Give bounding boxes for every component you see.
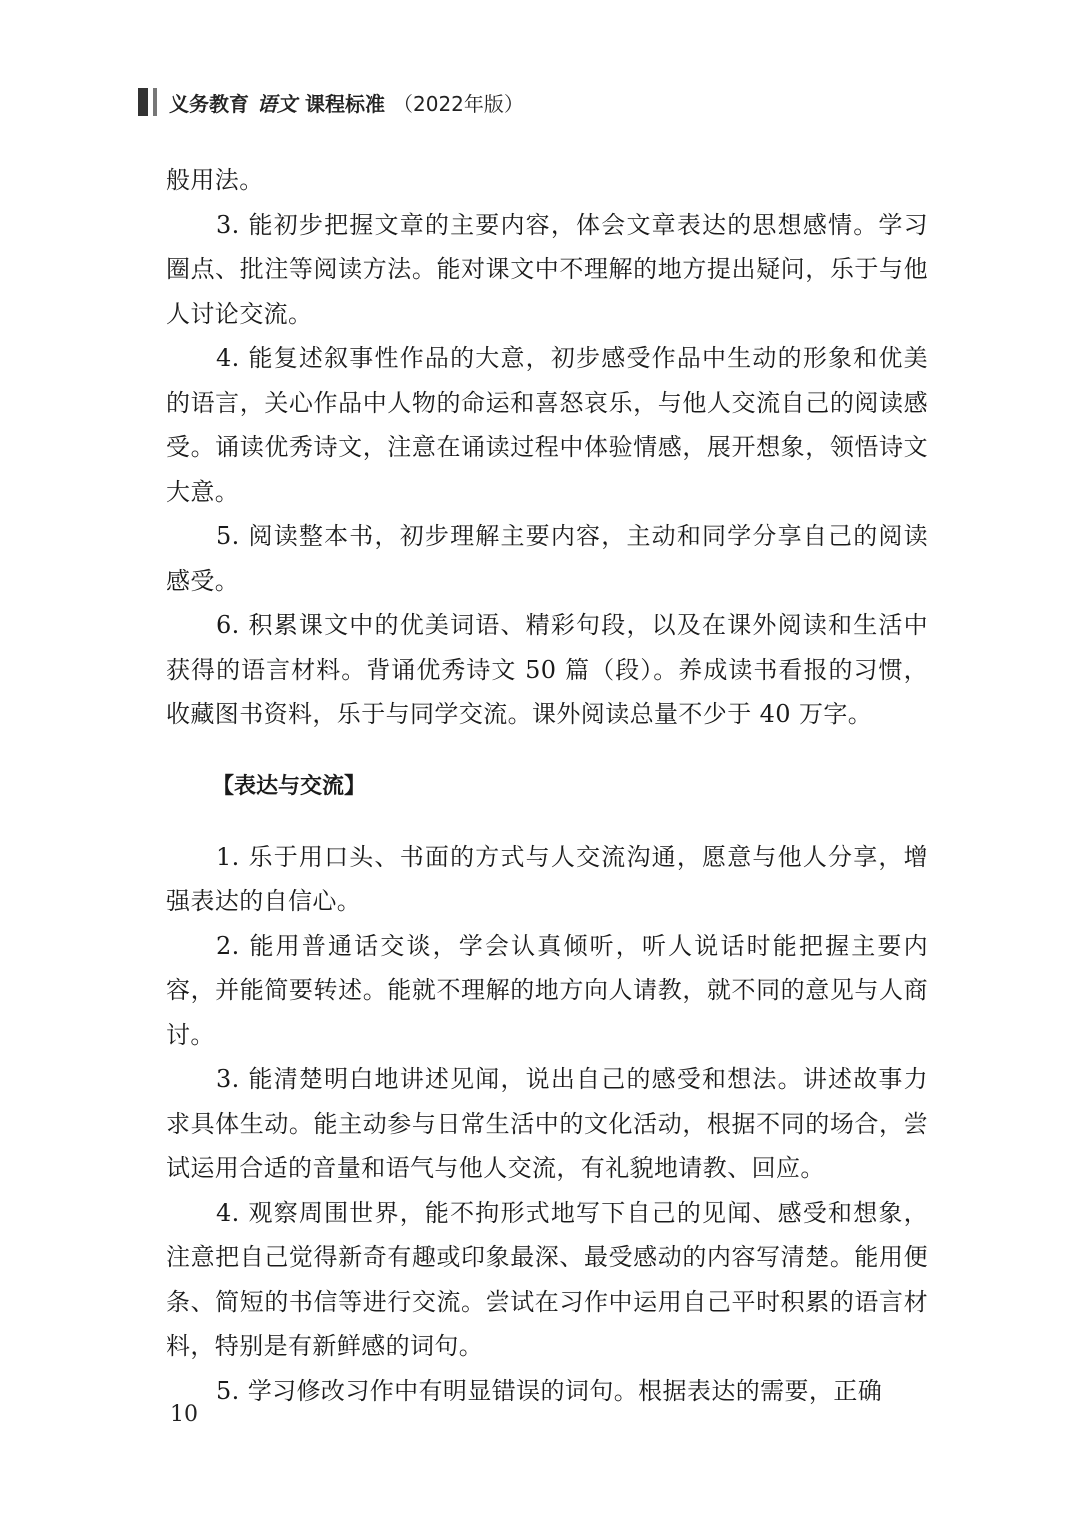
paragraph-reading-4: 4. 能复述叙事性作品的大意，初步感受作品中生动的形象和优美的语言，关心作品中人物的命运和喜怒哀乐，与他人交流自己的阅读感受。诵读优秀诗文，注意在诵读过程中体验情感，展开想象，领悟诗文大意。 (166, 344, 928, 506)
paragraph-reading-6: 6. 积累课文中的优美词语、精彩句段，以及在课外阅读和生活中获得的语言材料。背诵优秀诗文 50 篇（段）。养成读书看报的习惯，收藏图书资料，乐于与同学交流。课外阅读总量不少于 40 万字。 (166, 611, 928, 728)
header-mark-thick (138, 88, 148, 116)
paragraph-expression-2: 2. 能用普通话交谈，学会认真倾听，听人说话时能把握主要内容，并能简要转述。能就不理解的地方向人请教，就不同的意见与人商讨。 (166, 931, 928, 1049)
paragraph-expression-4: 4. 观察周围世界，能不拘形式地写下自己的见闻、感受和想象，注意把自己觉得新奇有趣或印象最深、最受感动的内容写清楚。能用便条、简短的书信等进行交流。尝试在习作中运用自己平时积累的语言材料，特别是有新鲜感的词句。 (166, 1198, 928, 1360)
header-title-edition: （2022年版） (393, 91, 524, 116)
running-header (138, 86, 524, 118)
page-body (166, 158, 928, 1413)
paragraph-continuation: 般用法。 (166, 166, 264, 194)
paragraph-expression-3: 3. 能清楚明白地讲述见闻，说出自己的感受和想法。讲述故事力求具体生动。能主动参与日常生活中的文化活动，根据不同的场合，尝试运用合适的音量和语气与他人交流，有礼貌地请教、回应。 (166, 1065, 928, 1182)
paragraph-reading-5: 5. 阅读整本书，初步理解主要内容，主动和同学分享自己的阅读感受。 (166, 522, 928, 595)
page-number: 10 (170, 1402, 198, 1427)
header-mark-thin (153, 88, 157, 116)
section-heading: 【表达与交流】 (212, 773, 367, 799)
header-title-part3: 课程标准 (305, 91, 385, 116)
header-title (169, 88, 524, 117)
paragraph-reading-3: 3. 能初步把握文章的主要内容，体会文章表达的思想感情。学习圈点、批注等阅读方法。能对课文中不理解的地方提出疑问，乐于与他人讨论交流。 (166, 210, 928, 328)
paragraph-expression-5: 5. 学习修改习作中有明显错误的词句。根据表达的需要，正确 (216, 1376, 883, 1405)
header-bar-marks (138, 88, 157, 116)
header-title-subject: 语文 (257, 91, 297, 116)
paragraph-expression-1: 1. 乐于用口头、书面的方式与人交流沟通，愿意与他人分享，增强表达的自信心。 (166, 842, 928, 915)
header-title-part1: 义务教育 (169, 91, 249, 116)
